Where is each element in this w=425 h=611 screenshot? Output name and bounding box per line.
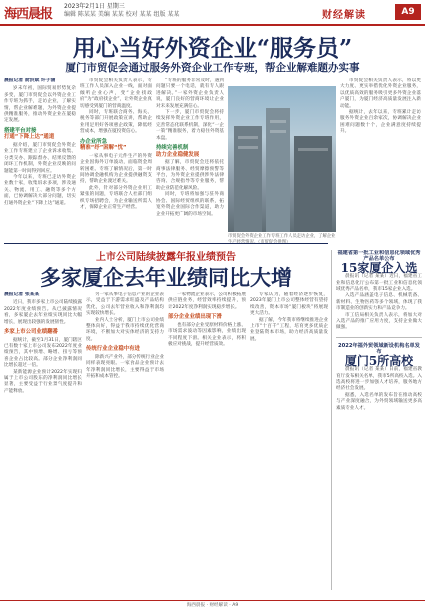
issue-date: 2023年2月1日 星期三 <box>64 3 125 10</box>
photo-building <box>266 108 290 232</box>
lower-column-4 <box>250 292 328 597</box>
lead-paragraph: 此外，针对部分外资企业用工紧张的问题，专班联合人社部门组织专场招聘会，为企业输送所需人才，保障企业正常生产经营。 <box>80 185 152 211</box>
subtitle-kicker: 办企业所急 <box>80 138 107 145</box>
brief-headline: 15家厦企入选 <box>340 260 418 275</box>
lower-subtitle: 部分企业业绩出现下滑 <box>168 314 222 321</box>
brief-paragraph: 据悉，入选名单的发布旨在推动高校与产业深度融合，为外贸领域输送更多高素质专业人才。 <box>336 392 422 411</box>
lower-byline: 晨报记者 张某某 <box>4 292 40 297</box>
photo-building <box>234 126 262 232</box>
lower-column-2 <box>86 292 164 597</box>
subtitle-text: 助力企业稳健发展 <box>156 151 200 158</box>
page-number-badge: A9 <box>395 4 421 20</box>
masthead <box>0 0 425 24</box>
brief-kicker: 2022年福外贸领域新设机构名单发布 <box>338 342 420 356</box>
lead-paragraph: 下一步，厦门市贸促会将持续发挥外资企业工作专班作用，完善常态化联系机制，深化“一企一策”精准服务，着力稳住外资基本盘。 <box>156 110 224 141</box>
lower-paragraph: 专家认为，随着经济逐步恢复，2023年厦门上市公司整体经营有望持续改善，资本市场“厦门板块”将展现更大活力。 <box>250 292 328 317</box>
page-footer: 海西晨报 · 财经解读 · A9 <box>0 600 425 611</box>
masthead-rule <box>0 24 425 26</box>
lead-subtitle-1 <box>4 128 76 141</box>
lead-paragraph: 同时，专班将加强与驻外商协会、国际经贸组织的联系，拓宽外资企业国际合作渠道，助力企业开拓更广阔的市场空间。 <box>156 192 224 217</box>
brief-paragraph: 晨报讯（记者 某某）日前，福建省教育厅发布相关名单，我市5所高校入选。入选高校将进一步加强人才培养，服务地方经济社会发展。 <box>336 367 422 392</box>
lower-paragraph: 据了解，今年我市将继续推进企业上市“十百千”工程，培育更多优质企业登陆资本市场，助力经济高质量发展。 <box>250 317 328 342</box>
brief-paragraph: 入选产品涵盖电子信息、机械装备、新材料、生物医药等多个领域，体现了我市制造业的创新实力和产品竞争力。 <box>336 293 422 312</box>
photo-window <box>298 148 328 151</box>
lower-paragraph: 除新兴产业外，部分传统行业企业同样表现亮眼。一家食品企业预计去年净利润同比增长，主要得益于市场开拓和成本管控。 <box>86 354 164 380</box>
lower-subtitle: 多家上市公司业绩翻番 <box>4 329 58 336</box>
section-title: 财经解读 <box>322 10 366 21</box>
sidebar-rule <box>331 250 332 590</box>
photo-window <box>238 146 258 149</box>
lower-column-3 <box>168 292 246 597</box>
lead-paragraph: 一家从事电子元件生产的外资企业因海外订单波动，面临资金周转困难。专班了解情况后，第一时间协调金融机构为企业提供融资支持，帮助企业渡过难关。 <box>80 153 152 185</box>
lead-subtitle-2 <box>80 139 152 152</box>
lead-paragraph: 同时，专班联合商务、海关、税务等部门开展政策宣讲，帮助企业用足用好各项惠企政策，降低经营成本，增强在厦投资信心。 <box>80 110 152 135</box>
lead-paragraph: 今年以来，专班已走访外资企业数十家，收集诉求多项，涉及通关、物流、用工、融资等多个方面，已协调解决大部分问题，切实打通外资企业“下降上达”通道。 <box>4 175 76 206</box>
subtitle-text: 打通“下降上达”通道 <box>4 134 55 141</box>
lower-column-1 <box>4 292 82 597</box>
photo-caption: 市贸促会外资企业工作专班工作人员走访企业，了解企业 <box>228 234 336 239</box>
brief-headline: 厦门5所高校 <box>344 353 414 368</box>
lower-paragraph: 据统计，截至1月31日，厦门辖区已有数十家上市公司发布2022年度业绩预告，其中预增、略增、扭亏等预喜企业占比较高。部分企业净利润同比增长超过一倍。 <box>4 337 82 369</box>
lead-paragraph: 据介绍，厦门市贸促会外资企业工作专班建立了企业诉求收集、分类交办、跟踪督办、结果反馈的闭环工作机制，外资企业反映的问题能第一时间得到回应。 <box>4 143 76 174</box>
lower-subtitle: 传统行业企业稳中有进 <box>86 346 140 353</box>
lower-kicker: 上市公司陆续披露年报业绩预告 <box>96 252 236 263</box>
lead-paragraph: 据统计，去年以来，专班累计走访服务外资企业百余家次，协调解决企业困难问题数十个，企业满意度持续提升。 <box>340 110 421 135</box>
subtitle-kicker: 持续完善机制 <box>156 145 189 152</box>
lower-paragraph: 另一家从事电子信息产业的企业表示，受益于下游需求旺盛及产品结构优化，公司去年营业收入和净利润均实现较快增长。 <box>86 292 164 317</box>
brief-kicker: 福建省第一批工业和信息化领域优秀产品名单公布 <box>337 250 421 263</box>
newspaper-logo <box>4 3 58 21</box>
lower-paragraph: 近日，我市多家上市公司陆续披露2022年度业绩预告。从已披露情况看，多家厦企去年业绩实现同比大幅增长，展现出较强的发展韧性。 <box>4 300 82 325</box>
lead-column-2 <box>80 78 152 240</box>
lead-headline: 用心当好外资企业“服务员” <box>72 35 353 62</box>
lower-headline: 多家厦企去年业绩同比大增 <box>40 265 292 290</box>
sidebar-briefs <box>336 250 422 598</box>
subtitle-kicker: 搭建平台对接 <box>4 127 37 134</box>
lower-paragraph: 某新能源企业预计2022年实现归属于上市公司股东的净利润同比增长显著，主要受益于行业景气度提升和产能释放。 <box>4 369 82 394</box>
lower-paragraph: 一家物流企业表示，公司积极拓展供应链业务，经营效率持续提升，预计2022年度净利润实现稳步增长。 <box>168 292 246 310</box>
photo-window <box>270 120 286 123</box>
photo-window <box>270 130 286 133</box>
lead-paragraph: 岁末年初，国际贸易形势复杂多变，厦门市贸促会以外资企业工作专班为抓手，走访企业，了解实情，帮企业解难题，为外资企业提供精准服务，推动外资企业在厦稳定发展。 <box>4 86 76 124</box>
section-divider <box>4 243 328 244</box>
lead-column-3 <box>156 78 224 240</box>
issue-info <box>64 3 179 19</box>
lead-subtitle-3 <box>156 145 224 158</box>
logo-text: 海西晨报 <box>4 7 53 22</box>
lead-photo <box>228 86 336 232</box>
lower-paragraph: 业内人士分析，厦门上市公司业绩整体向好，得益于我市持续优化营商环境，不断加大对实体经济的支持力度。 <box>86 317 164 342</box>
lead-subhead: 厦门市贸促会通过服务外资企业工作专班，帮企业解难题办实事 <box>65 62 360 74</box>
staff-credits: 编辑 陈某某 美编 某某 校对 某某 组版 某某 <box>64 11 180 18</box>
lead-paragraph: 市贸促会相关负责人表示，专班工作人员深入企业一线，面对面倾听企业心声，变“企业找政府”为“政府找企业”，让外资企业真切感受到厦门的营商温度。 <box>80 78 152 109</box>
lead-column-1 <box>4 78 76 240</box>
subtitle-text: 精准“纾”困解“忧” <box>80 145 127 152</box>
lower-paragraph: 也有部分企业受原材料价格上涨、市场需求波动等因素影响，业绩出现不同程度下滑。相关企业表示，将积极应对挑战，提升经营质效。 <box>168 322 246 348</box>
lead-column-4 <box>340 78 421 240</box>
lead-paragraph: 市贸促会相关负责人表示，将以更大力度、更实举措优化外资企业服务，以优质高效的服务吸引更多外资企业落户厦门，为厦门经济高质量发展注入新动能。 <box>340 78 421 109</box>
lead-byline: 晨报记者 俞洪斌 许子涵 <box>4 78 56 83</box>
lead-paragraph: “专班的服务非常及时，遇到问题只要一个电话，就有专人跟进解决。”一家外资企业负责人说，厦门良好的营商环境让企业对未来发展充满信心。 <box>156 78 224 109</box>
photo-window <box>238 136 258 139</box>
brief-divider <box>336 337 422 338</box>
brief-paragraph: 市工信局相关负责人表示，将加大对入选产品的推广应用力度，支持企业做大做强。 <box>336 312 422 331</box>
lead-paragraph: 据了解，市贸促会还将依托商事法律服务、经贸摩擦预警等平台，为外资企业提供涉外法律咨询、合规指导等专业服务，帮助企业防范化解风险。 <box>156 160 224 191</box>
brief-paragraph: 晨报讯（记者 某某）近日，福建省工业和信息化厅公布第一批工业和信息化领域优秀产品名单，我市15家企业入选。 <box>336 274 422 293</box>
